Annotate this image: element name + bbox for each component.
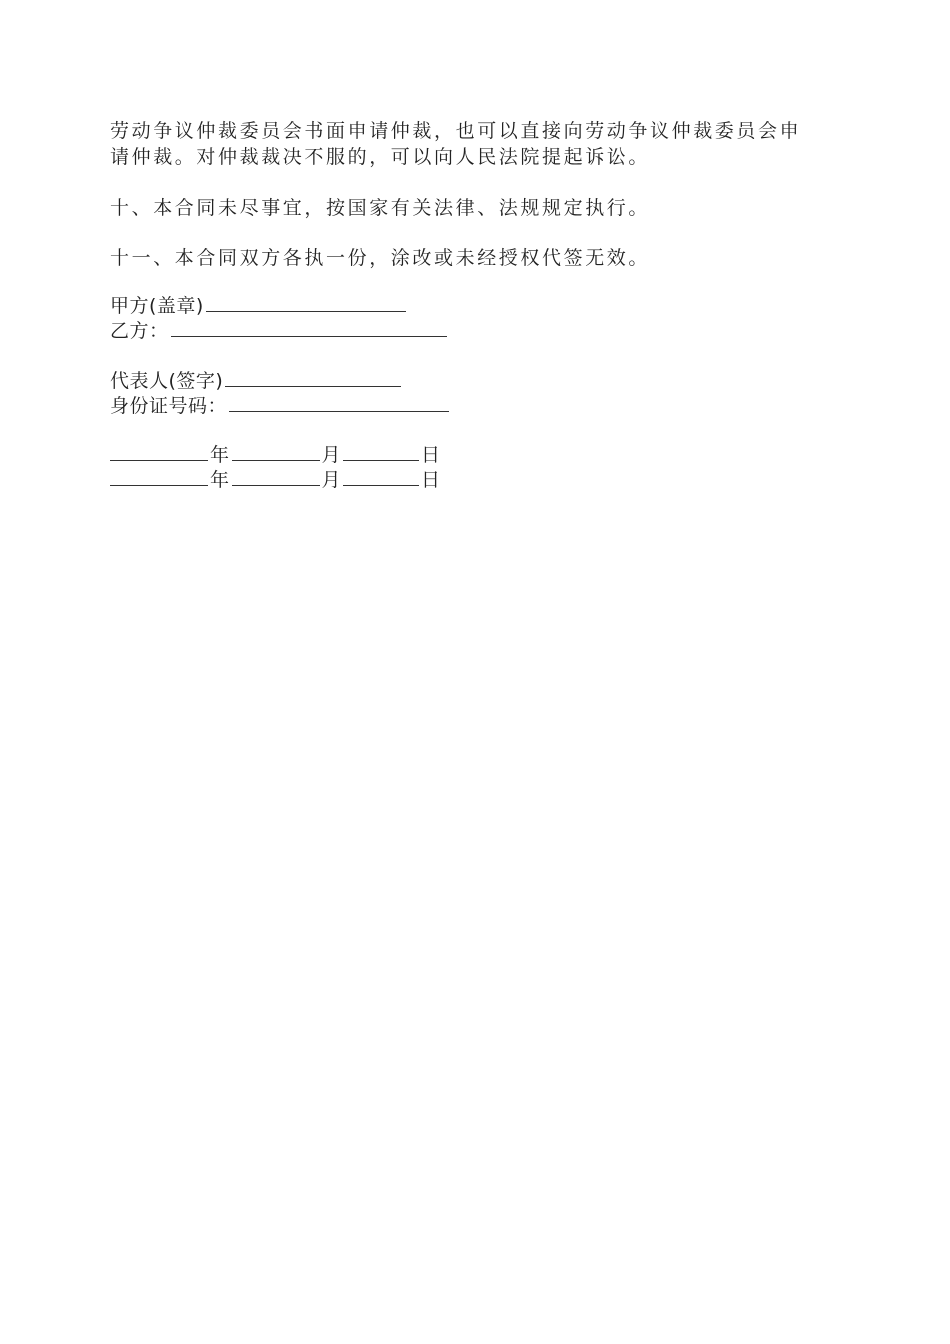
year-label: 年 [210, 469, 230, 491]
representative-blank [225, 370, 401, 387]
clause-11: 十一、本合同双方各执一份，涂改或未经授权代签无效。 [110, 247, 651, 269]
party-b-blank [171, 320, 447, 337]
arbitration-paragraph-line-2: 请仲裁。对仲裁裁决不服的，可以向人民法院提起诉讼。 [110, 146, 651, 168]
party-b-signature-line [110, 319, 449, 344]
year-blank [110, 444, 208, 461]
month-label: 月 [321, 444, 342, 466]
representative-signature-line [110, 369, 403, 394]
year-blank [110, 469, 208, 486]
month-blank [232, 469, 320, 486]
party-a-blank [206, 295, 406, 312]
party-a-label: 甲方(盖章) [110, 295, 204, 317]
date-line-2 [110, 468, 441, 493]
id-number-label: 身份证号码： [110, 395, 228, 417]
month-blank [232, 444, 320, 461]
day-label: 日 [421, 469, 441, 491]
id-number-line [110, 394, 451, 419]
clause-10: 十、本合同未尽事宜，按国家有关法律、法规规定执行。 [110, 197, 651, 219]
arbitration-paragraph-line-1: 劳动争议仲裁委员会书面申请仲裁，也可以直接向劳动争议仲裁委员会申 [110, 120, 802, 142]
party-a-signature-line [110, 294, 408, 319]
party-b-label: 乙方： [110, 320, 169, 342]
day-label: 日 [421, 444, 441, 466]
month-label: 月 [321, 469, 342, 491]
id-number-blank [229, 395, 449, 412]
representative-label: 代表人(签字) [110, 370, 224, 392]
date-line-1 [110, 443, 441, 468]
day-blank [343, 469, 419, 486]
year-label: 年 [210, 444, 230, 466]
day-blank [343, 444, 419, 461]
